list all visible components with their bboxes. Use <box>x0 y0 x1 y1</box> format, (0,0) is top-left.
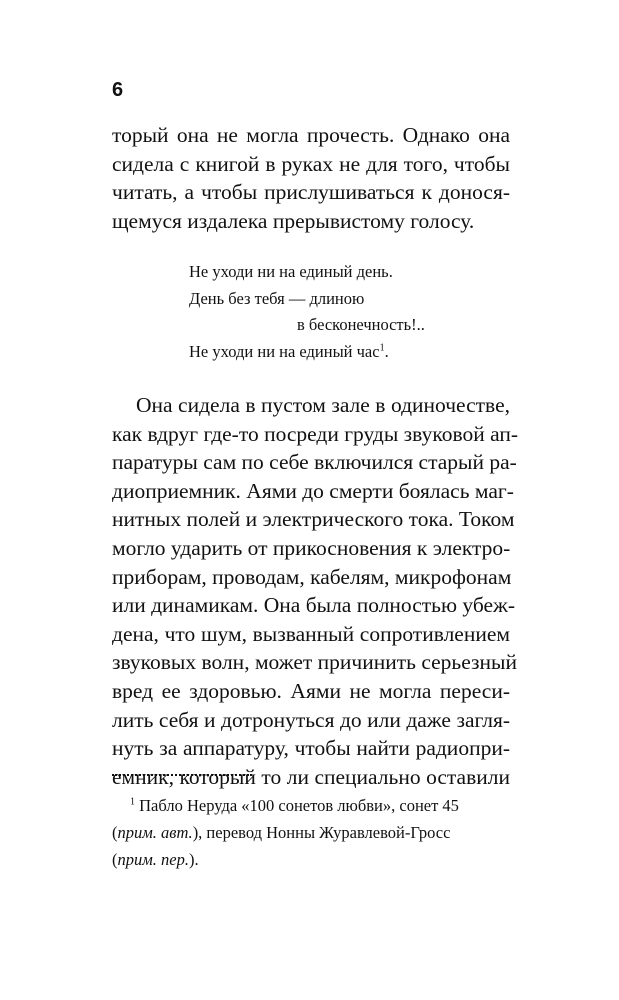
text-line: емник, который то ли специально оставили <box>112 764 510 789</box>
poem-quote <box>189 259 425 365</box>
text-line: Она сидела в пустом зале в одиночестве, <box>136 393 510 417</box>
author-note: прим. авт. <box>117 823 193 842</box>
text-line: или динамикам. Она была полностью убеж- <box>112 593 516 618</box>
text-line: лить себя и дотронуться до или даже загля- <box>112 707 510 732</box>
paren-open: ( <box>112 850 118 869</box>
text-line: нитных полей и электрического тока. Током <box>112 507 515 532</box>
poem-line-text: Не уходи ни на единый час <box>189 341 380 361</box>
translator-note: прим. пер. <box>117 850 189 869</box>
text-line: могло ударить от прикосновения к электро- <box>112 535 511 560</box>
footnote-reference: 1 <box>379 342 385 353</box>
footnote-line <box>112 819 510 846</box>
footnote <box>112 792 510 873</box>
paragraph-continued <box>112 121 510 235</box>
poem-line: Не уходи ни на единый день. <box>189 262 393 281</box>
text-line: паратуры сам по себе включился старый ра- <box>112 450 517 475</box>
text-line: как вдруг где-то посреди груды звуковой ап- <box>112 421 519 446</box>
text-line: торый она не могла прочесть. Однако она <box>112 123 510 147</box>
footnote-line <box>112 792 510 819</box>
text-line: нуть за аппаратуру, чтобы найти радиопри- <box>112 736 510 761</box>
footnote-separator <box>112 774 252 776</box>
poem-period: . <box>384 341 389 361</box>
footnote-line <box>112 846 510 873</box>
text-line: диоприемник. Аями до смерти боялась маг- <box>112 478 514 503</box>
text-line: читать, а чтобы прислушиваться к донося- <box>112 180 510 205</box>
text-line: звуковых волн, может причинить серьезный <box>112 650 517 675</box>
page-number: 6 <box>112 79 124 101</box>
paren-open: ( <box>112 823 118 842</box>
text-line: щемуся издалека прерывистому голосу. <box>112 208 475 233</box>
footnote-text: ), перевод Нонны Журавлевой-Гросс <box>192 823 451 842</box>
paragraph-main <box>112 391 519 791</box>
footnote-marker: 1 <box>130 796 135 808</box>
poem-line: День без тебя — длиною <box>189 288 365 308</box>
text-line: дена, что шум, вызванный сопротивлением <box>112 621 510 646</box>
poem-line-with-footnote <box>189 339 425 366</box>
footnote-text: Пабло Неруда «100 сонетов любви», сонет 45 <box>135 796 459 815</box>
footnote-text: ). <box>188 850 199 869</box>
text-line: вред ее здоровью. Аями не могла переси- <box>112 678 510 703</box>
text-line: приборам, проводам, кабелям, микрофонам <box>112 564 512 589</box>
text-line: сидела с книгой в руках не для того, чтобы <box>112 151 510 176</box>
poem-line: в бесконечность!.. <box>297 315 425 334</box>
